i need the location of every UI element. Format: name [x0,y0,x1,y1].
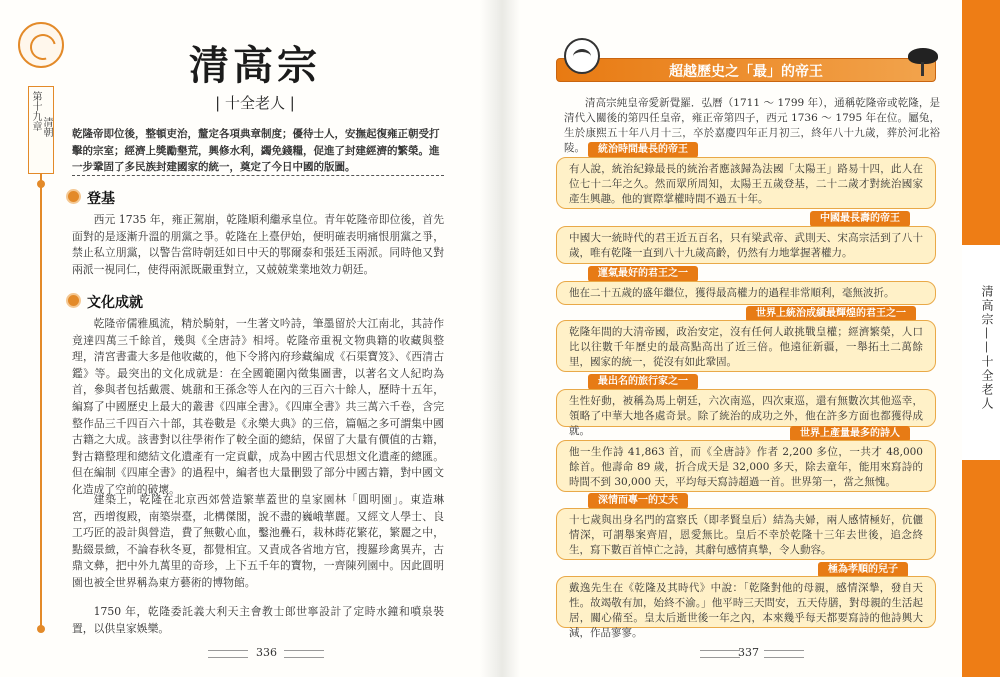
page-number-ornament [284,650,324,658]
fact-tag: 運氣最好的君王之一 [588,266,698,282]
page-number-ornament [764,650,804,658]
chapter-label-box [28,86,54,174]
fact-box: 十七歲與出身名門的富察氏（即孝賢皇后）結為夫婦，兩人感情極好，伉儷情深，可謂舉案齊眉，恩愛無比。皇后不幸於乾隆十三年去世後，追念終生，寫下數百首悼亡之詩，其辭句感情真摯，令人動容。 [556,508,936,560]
fact-box: 有人說，統治紀錄最長的統治者應該歸為法國「太陽王」路易十四，此人在位七十二年之久。然而眾所周知，太陽王五歲登基，二十二歲才對統治國家產生興趣。他的實際掌權時間不過五十年。 [556,157,936,209]
fact-tag: 世界上產量最多的詩人 [790,426,910,442]
fact-box: 他在二十五歲的盛年繼位，獲得最高權力的過程非常順利，毫無波折。 [556,281,936,305]
rule-dot-icon [37,180,45,188]
side-running-title: 清高宗——十全老人 [980,285,994,411]
side-tab-upper [962,0,1000,245]
section-heading: 登基 [66,188,115,208]
fact-tag: 最出名的旅行家之一 [588,374,698,390]
chapter-label: 第十九章 [30,91,41,131]
body-paragraph: 西元 1735 年，雍正駕崩，乾隆順利繼承皇位。青年乾隆帝即位後，首先面對的是逐漸升溫的朋黨之爭。乾隆在上臺伊始，便明確表明痛恨朋黨之爭，禁止私立朋黨，以警告當時朝廷如日中天的鄂爾泰和張廷玉兩派。同時他又對兩派一視同仁，使得兩派既嚴重對立，又兢兢業業地效力朝廷。 [72,213,444,276]
book-gutter [480,0,520,677]
section-heading: 文化成就 [66,292,143,312]
page-subtitle: | 十全老人 | [215,94,295,112]
rule-dot-icon [37,625,45,633]
page-title: 清高宗 [189,42,321,89]
fact-tag: 極為孝順的兒子 [818,562,908,578]
fact-box: 中國大一統時代的君王近五百名，只有梁武帝、武則天、宋高宗活到了八十歲，唯有乾隆一直到八十九歲高齡，仍然有力地掌握著權力。 [556,226,936,264]
page-number: 336 [256,646,277,659]
body-paragraph: 建築上，乾隆在北京西郊營造繁華蓋世的皇家園林「圓明園」。東造琳宮，西增復殿，南築崇臺，北構傑閣，說不盡的巍峨華麗。又經文人學士、良工巧匠的設計與營造，費了無數心血，鑿池疊石，栽林蒔花繁花，繁麗之中，點綴景緻，不論春秋冬夏，都覺相宜。又責成各省地方官，搜羅珍禽異卉，古鼎文彝，把中外九萬里的奇珍，上下五千年的寶物，一齊陳列園中。因此圓明園也被全世界稱為東方藝術的博物館。 [72,493,444,589]
intro-summary: 乾隆帝即位後，整頓吏治，釐定各項典章制度；優待士人，安撫起復雍正朝受打擊的宗室；經濟上獎勵墾荒，興修水利，蠲免錢糧，促進了封建經濟的繁榮。進一步鞏固了多民族封建國家的統一，奠定了今日中國的版圖。 [72,128,440,173]
section-bullet-icon [66,293,81,308]
page-number: 337 [738,646,759,659]
fact-tag: 深情而專一的丈夫 [588,493,688,509]
chapter-sub-label: 清朝 [41,117,52,137]
dragon-emblem-icon [18,22,64,68]
fact-tag: 世界上統治成績最輝煌的君王之一 [746,306,916,322]
emperor-intro: 清高宗純皇帝愛新覺羅．弘曆（1711 ～ 1799 年），通稱乾隆帝或乾隆，是清代入關後的第四任皇帝，雍正帝第四子，西元 1736 ～ 1795 年在位。屬兔，生於康熙五十年八月十三，卒於嘉慶四年正月初三，終年八十九歲，葬於河北裕陵。 [564,97,940,154]
fact-box: 戴逸先生在《乾隆及其時代》中說：「乾隆對他的母親，感情深摯，發自天性。故竭敬有加，始終不渝。」他平時三天問安，五天侍膳，對母親的生活起居，關心備至。皇太后逝世後一年之內，本來幾乎每天都要寫詩的他詩興大減，作品寥寥。 [556,576,936,628]
section-banner [556,58,936,82]
pine-tree-icon [906,48,940,78]
fact-box: 他一生作詩 41,863 首，而《全唐詩》作者 2,200 多位，一共才 48,000 餘首。他壽命 89 歲，折合成天是 32,000 多天，除去童年，能用來寫詩的時間不到 30,000 天，平均每天寫詩超過一首。世界第一，當之無愧。 [556,440,936,492]
fact-box: 生性好動，被稱為馬上朝廷，六次南巡，四次東巡，還有無數次其他巡幸，領略了中華大地各處奇景。除了統治的成功之外，他在許多方面也都獲得成就。 [556,389,936,427]
side-tab-lower [962,460,1000,677]
intro-divider [72,175,444,176]
section-bullet-icon [66,189,81,204]
body-paragraph: 乾隆帝儒雅風流，精於騎射，一生著文吟詩，筆墨留於大江南北，其詩作竟達四萬三千餘首，幾與《全唐詩》相埒。乾隆帝重視文物典籍的收藏與整理，清宮書畫大多是他收藏的，他下令將內府珍藏編成《石渠寶笈》、《西清古鑑》等。最突出的文化成就是：在全國範圍內徵集圖書，以著名文人紀昀為首，參與者包括戴震、姚鼐和王孫念等人在內的三百六十餘人，歷時十五年，編寫了中國歷史上最大的叢書《四庫全書》。《四庫全書》共三萬六千卷，含完整作品三千四百六十部，其卷數是《永樂大典》的三倍，篇幅之多可謂集中國古籍之大成。該書對以往學術作了較全面的總結，保留了大量有價值的古籍，對古籍整理和總結文化遺產有一定貢獻，成為中國古代思想文化遺產的總匯。但在編制《四庫全書》的過程中，編者也大量刪毀了部分中國古籍，對中國文化造成了空前的破壞。 [72,317,444,496]
body-paragraph: 1750 年，乾隆委託義大利天主會教士郎世寧設計了定時水鐘和噴泉裝置，以供皇家娛樂。 [72,605,444,635]
page-number-ornament [208,650,248,658]
page-number-ornament [700,650,740,658]
dragon-medallion-icon [564,38,600,74]
banner-title: 超越歷史之「最」的帝王 [669,64,823,80]
fact-tag: 中國最長壽的帝王 [810,211,910,227]
fact-box: 乾隆年間的大清帝國，政治安定，沒有任何人敢挑戰皇權；經濟繁榮，人口比以往數千年歷史的最高點高出了近三倍。他遠征新疆，一舉拓土二萬餘里，國家的統一，從沒有如此鞏固。 [556,320,936,372]
fact-tag: 統治時間最長的帝王 [588,142,698,158]
